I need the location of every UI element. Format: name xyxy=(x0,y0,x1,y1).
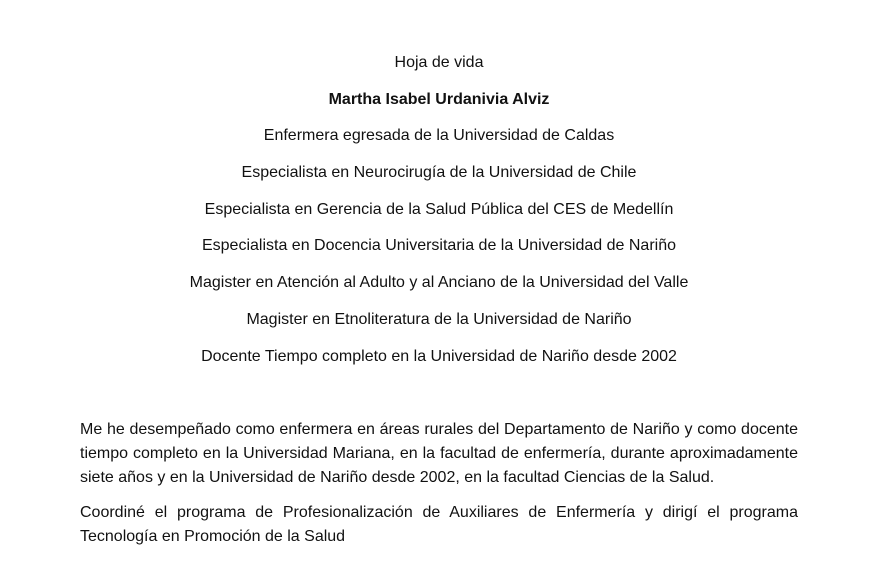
credential-line: Especialista en Docencia Universitaria de la Universidad de Nariño xyxy=(201,237,676,255)
cv-header xyxy=(0,52,878,382)
person-name: Martha Isabel Urdanivia Alviz xyxy=(328,90,550,108)
body-paragraph: Me he desempeñado como enfermera en áreas rurales del Departamento de Nariño y como docente tiempo completo en la Universidad Mariana, en la facultad de enfermería, durante aproximadamente siete años y en la Universidad de Nariño desde 2002, en la facultad Ciencias de la Salud. xyxy=(80,421,798,486)
body-paragraph: Coordiné el programa de Profesionalización de Auxiliares de Enfermería y dirigí el programa Tecnología en Promoción de la Salud xyxy=(80,504,798,546)
credential-line: Magister en Etnoliteratura de la Universidad de Nariño xyxy=(246,310,632,328)
credential-line: Enfermera egresada de la Universidad de Caldas xyxy=(263,127,615,145)
credential-line: Docente Tiempo completo en la Universidad de Nariño desde 2002 xyxy=(201,347,677,365)
document-title: Hoja de vida xyxy=(394,54,484,71)
credential-line: Especialista en Neurocirugía de la Universidad de Chile xyxy=(241,164,637,182)
credential-line: Especialista en Gerencia de la Salud Pública del CES de Medellín xyxy=(204,200,674,218)
credential-line: Magister en Atención al Adulto y al Anciano de la Universidad del Valle xyxy=(189,274,689,292)
cv-body xyxy=(80,418,798,561)
